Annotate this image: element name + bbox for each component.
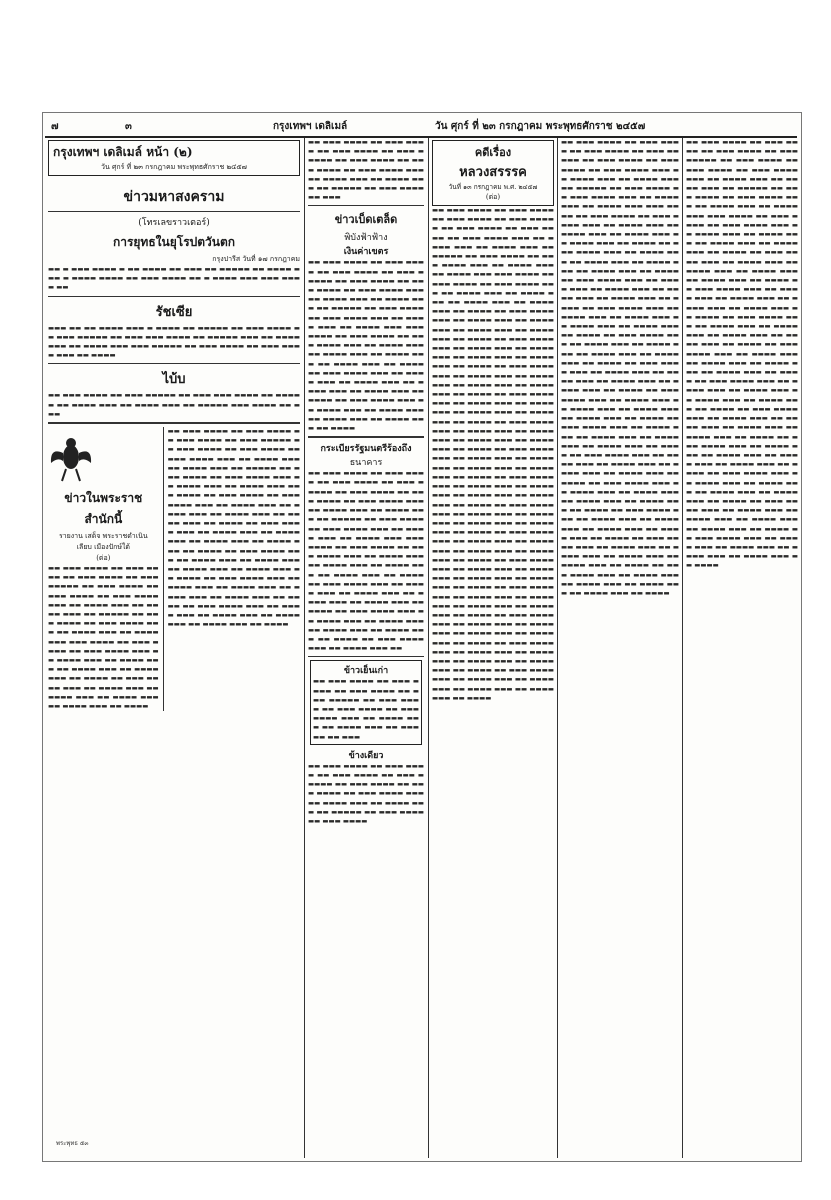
section-header-title: กรุงเทพฯ เดลิเมล์ หน้า (๒) (53, 145, 193, 159)
section-header-date: วัน ศุกร์ ที่ ๒๓ กรกฎาคม พระพุทธศักราช ๒๔๕๗ (101, 163, 247, 171)
misc-news-title: ข่าวเบ็ดเตล็ด (334, 213, 398, 227)
column-5 (686, 138, 798, 1158)
column-divider-1 (304, 138, 305, 1158)
col2-top-text: ▬▬ ▬▬▬ ▬▬▬▬ ▬▬ ▬▬▬ ▬▬▬▬ ▬▬ ▬▬▬ ▬▬▬▬ ▬▬ ▬▬▬ ▬▬▬▬▬ ▬▬ ▬▬▬ ▬▬▬▬ ▬▬ ▬▬▬ ▬▬▬▬ ▬▬ ▬▬▬ ▬▬▬▬ ▬▬▬ ▬▬ ▬▬▬▬ ▬▬▬ ▬▬ ▬▬▬▬ ▬▬▬ ▬▬ ▬▬▬▬▬ ▬▬ ▬▬▬ ▬▬▬▬ ▬▬ ▬▬▬ (308, 138, 424, 202)
page-number-left: ๗ (51, 120, 59, 132)
royal-title-2: สำนักนี้ (84, 512, 123, 527)
column-divider-4 (682, 138, 683, 1158)
italy-text: ▬▬ ▬▬▬ ▬▬▬▬ ▬▬ ▬▬▬ ▬▬▬▬▬ ▬▬ ▬▬▬ ▬▬▬ ▬▬▬▬ ▬▬ ▬▬▬▬▬ ▬▬ ▬▬▬▬ ▬▬▬ ▬▬ ▬▬▬▬ ▬▬▬ ▬▬ ▬▬▬▬▬ ▬▬▬ ▬▬▬▬ ▬▬ ▬▬▬ (48, 391, 300, 418)
story-title: คดีเรื่อง (474, 146, 512, 159)
money-title: เงินค่าเขตร (343, 247, 389, 258)
column-1 (48, 138, 300, 1158)
russia-title: รัชเซีย (155, 304, 193, 320)
story-date: วันที่ ๑๓ กรกฎาคม พ.ศ. ๒๔๕๗ (448, 183, 538, 191)
col4-text: ▬▬ ▬▬▬ ▬▬▬▬ ▬▬ ▬▬▬ ▬▬▬▬ ▬▬ ▬▬▬ ▬▬▬▬ ▬▬ ▬▬▬ ▬▬▬▬▬ ▬▬ ▬▬▬ ▬▬▬▬ ▬▬ ▬▬▬ ▬▬▬▬ ▬▬ ▬▬▬ ▬▬▬▬ ▬▬▬ ▬▬ ▬▬▬▬ ▬▬▬ ▬▬ ▬▬▬▬ ▬▬▬ ▬▬ ▬▬▬▬▬ ▬▬ ▬▬▬ ▬▬▬▬ ▬▬ ▬▬▬ ▬▬▬▬ ▬▬▬ ▬▬ ▬▬▬▬ ▬▬▬ ▬▬ ▬▬▬▬ ▬▬▬ ▬▬▬ ▬▬▬▬ ▬▬ ▬▬▬ ▬▬▬▬ ▬▬ ▬▬▬ ▬▬▬▬ ▬▬▬ ▬▬ ▬▬▬▬ ▬▬▬ ▬▬ ▬▬▬▬ ▬▬▬ ▬▬ ▬▬▬▬ ▬▬▬ ▬▬ ▬▬▬▬ ▬▬▬ ▬▬ ▬▬▬▬ ▬▬ ▬▬▬ ▬▬▬▬ ▬▬▬ ▬▬ ▬▬▬▬ ▬▬▬ ▬▬ ▬▬▬▬ ▬▬▬ ▬▬ ▬▬▬▬ ▬▬▬ ▬▬ ▬▬▬▬ ▬▬▬ ▬▬ ▬▬▬▬ ▬▬ ▬▬▬ ▬▬▬▬ ▬▬▬ ▬▬ ▬▬▬▬ ▬▬▬ ▬▬ ▬▬▬▬ ▬▬▬ ▬▬ ▬▬▬▬ ▬▬▬ ▬▬ ▬▬▬▬ ▬▬▬ ▬▬ ▬▬▬▬ ▬▬ ▬▬▬ ▬▬▬▬ ▬▬▬ ▬▬ ▬▬▬▬ ▬▬▬ ▬▬ ▬▬▬▬ ▬▬▬ ▬▬ ▬▬▬▬ ▬▬▬ ▬▬ ▬▬▬▬ ▬▬▬ ▬▬ ▬▬▬▬ ▬▬ ▬▬▬ ▬▬▬▬ ▬▬▬ ▬▬ ▬▬▬▬ ▬▬▬ ▬▬ ▬▬▬▬ ▬▬▬ ▬▬ ▬▬▬▬ ▬▬▬ ▬▬ ▬▬▬▬ ▬▬▬ ▬▬ ▬▬▬▬ ▬▬ ▬▬▬ ▬▬▬▬ ▬▬▬ ▬▬ ▬▬▬▬ ▬▬▬ ▬▬ ▬▬▬▬ ▬▬▬ ▬▬ ▬▬▬▬ ▬▬▬ ▬▬ ▬▬▬▬ ▬▬▬ ▬▬ ▬▬▬▬ ▬▬ ▬▬▬ ▬▬▬▬ ▬▬▬ ▬▬ ▬▬▬▬ ▬▬▬ ▬▬ ▬▬▬▬ ▬▬▬ ▬▬ ▬▬▬▬ ▬▬▬ ▬▬ ▬▬▬▬ ▬▬▬ ▬▬ ▬▬▬▬ ▬▬ ▬▬▬ ▬▬▬▬ ▬▬▬ ▬▬ ▬▬▬▬ ▬▬▬ ▬▬ ▬▬▬▬ ▬▬▬ ▬▬ ▬▬▬▬ ▬▬▬ ▬▬ ▬▬▬▬ ▬▬▬ ▬▬ ▬▬▬▬ ▬▬ ▬▬▬ ▬▬▬▬ ▬▬▬ ▬▬ ▬▬▬▬ ▬▬▬ ▬▬ ▬▬▬▬ ▬▬▬ ▬▬ ▬▬▬▬ ▬▬▬ ▬▬ ▬▬▬▬ ▬▬▬ ▬▬ ▬▬▬▬ ▬▬ ▬▬▬ ▬▬▬▬ ▬▬▬ ▬▬ ▬▬▬▬ ▬▬▬ ▬▬ ▬▬▬▬ ▬▬▬ ▬▬ ▬▬▬▬ ▬▬▬ ▬▬ ▬▬▬▬ ▬▬▬ ▬▬ ▬▬▬▬ ▬▬ ▬▬▬ ▬▬▬▬ ▬▬▬ ▬▬ ▬▬▬▬ ▬▬▬ ▬▬ ▬▬▬▬ ▬▬▬ ▬▬ ▬▬▬▬ ▬▬▬ ▬▬ ▬▬▬▬ ▬▬▬ ▬▬ ▬▬▬▬ ▬▬ ▬▬▬ ▬▬▬▬ ▬▬▬ ▬▬ ▬▬▬▬ ▬▬▬ ▬▬ ▬▬▬▬ ▬▬▬ ▬▬ ▬▬▬▬ ▬▬▬ ▬▬ ▬▬▬▬ ▬▬▬ ▬▬ ▬▬▬▬ ▬▬ ▬▬▬ ▬▬▬▬ ▬▬▬ ▬▬ ▬▬▬▬ ▬▬▬ ▬▬ ▬▬▬▬ ▬▬▬ ▬▬ ▬▬▬▬ ▬▬▬ ▬▬ ▬▬▬▬ ▬▬▬ ▬▬ ▬▬▬▬ (561, 138, 679, 597)
page-header (45, 118, 797, 134)
bank-subtitle: ธนาคาร (349, 458, 383, 469)
newspaper-name: กรุงเทพฯ เดลิเมล์ (273, 120, 348, 132)
royal-title: ข่าวในพระราช (64, 491, 143, 506)
col2-text-1: ▬▬ ▬▬▬ ▬▬▬▬ ▬▬ ▬▬▬ ▬▬▬▬ ▬▬ ▬▬▬ ▬▬▬▬ ▬▬ ▬▬▬ ▬▬▬▬▬ ▬▬ ▬▬▬ ▬▬▬▬ ▬▬ ▬▬▬ ▬▬▬▬ ▬▬ ▬▬▬ ▬▬▬▬ ▬▬▬ ▬▬ ▬▬▬▬ ▬▬▬ ▬▬ ▬▬▬▬ ▬▬▬ ▬▬ ▬▬▬▬▬ ▬▬ ▬▬▬ ▬▬▬▬ ▬▬ ▬▬▬ ▬▬▬▬ ▬▬▬ ▬▬ ▬▬▬▬ ▬▬▬ ▬▬ ▬▬▬▬ ▬▬▬ ▬▬▬ ▬▬▬▬ ▬▬ ▬▬▬ ▬▬▬▬ ▬▬ ▬▬▬ ▬▬▬▬ ▬▬▬ ▬▬ ▬▬▬▬ ▬▬▬ ▬▬ ▬▬▬▬ ▬▬▬ ▬▬ ▬▬▬▬ ▬▬▬ ▬▬ ▬▬▬▬ ▬▬▬ ▬▬ ▬▬▬▬ ▬▬ ▬▬▬ ▬▬▬▬ ▬▬▬ ▬▬ ▬▬▬▬ ▬▬▬ ▬▬ ▬▬▬▬ ▬▬▬ ▬▬ ▬▬▬▬ ▬▬▬ ▬▬ ▬▬▬▬ ▬▬▬ ▬▬ ▬▬▬▬ ▬▬ ▬▬▬ ▬▬▬▬ ▬▬▬ ▬▬ ▬▬▬▬ ▬▬▬ ▬▬ ▬▬▬▬ ▬▬▬ ▬▬ ▬▬▬▬ ▬▬▬ ▬▬ ▬▬▬▬ ▬▬▬ ▬▬ ▬▬▬▬ (308, 258, 424, 433)
bank-title: กระเบียรรัฐมนตรีร้องถึง (320, 444, 412, 455)
col2-box (310, 660, 422, 744)
col2-text-2: ▬▬ ▬▬▬ ▬▬▬▬ ▬▬ ▬▬▬ ▬▬▬▬ ▬▬ ▬▬▬ ▬▬▬▬ ▬▬ ▬▬▬ ▬▬▬▬▬ ▬▬ ▬▬▬ ▬▬▬▬ ▬▬ ▬▬▬ ▬▬▬▬ ▬▬ ▬▬▬ ▬▬▬▬ ▬▬▬ ▬▬ ▬▬▬▬ ▬▬▬ ▬▬ ▬▬▬▬ ▬▬▬ ▬▬ ▬▬▬▬▬ ▬▬ ▬▬▬ ▬▬▬▬ ▬▬ ▬▬▬ ▬▬▬▬ ▬▬▬ ▬▬ ▬▬▬▬ ▬▬▬ ▬▬ ▬▬▬▬ ▬▬▬ ▬▬▬ ▬▬▬▬ ▬▬ ▬▬▬ ▬▬▬▬ ▬▬ ▬▬▬ ▬▬▬▬ ▬▬▬ ▬▬ ▬▬▬▬ ▬▬▬ ▬▬ ▬▬▬▬ ▬▬▬ ▬▬ ▬▬▬▬ ▬▬▬ ▬▬ ▬▬▬▬ ▬▬▬ ▬▬ ▬▬▬▬ ▬▬ ▬▬▬ ▬▬▬▬ ▬▬▬ ▬▬ ▬▬▬▬ ▬▬▬ ▬▬ ▬▬▬▬ ▬▬▬ ▬▬ ▬▬▬▬ ▬▬▬ ▬▬ ▬▬▬▬ ▬▬▬ ▬▬ ▬▬▬▬ ▬▬ ▬▬▬ ▬▬▬▬ ▬▬▬ ▬▬ ▬▬▬▬ ▬▬▬ ▬▬ ▬▬▬▬ ▬▬▬ ▬▬ ▬▬▬▬ ▬▬▬ ▬▬ ▬▬▬▬ ▬▬▬ ▬▬ ▬▬▬▬ ▬▬ ▬▬▬ ▬▬▬▬ ▬▬▬ ▬▬ ▬▬▬▬ ▬▬▬ ▬▬ (308, 469, 424, 653)
war-text: ▬▬ ▬ ▬▬▬ ▬▬▬▬ ▬ ▬▬ ▬▬▬▬ ▬▬ ▬▬▬ ▬▬ ▬▬▬▬▬ ▬▬ ▬▬▬▬ ▬▬▬ ▬ ▬▬▬▬ ▬▬▬▬ ▬▬ ▬▬▬ ▬▬▬▬ ▬▬ ▬ ▬▬▬▬ ▬▬▬ ▬▬▬ ▬▬▬▬ ▬▬ (48, 265, 300, 292)
section-header-box (48, 140, 300, 176)
war-headline: การยุทธในยุโรปตวันตก (112, 235, 236, 249)
date-line: วัน ศุกร์ ที่ ๒๓ กรกฎาคม พระพุทธศักราช ๒๔๕๗ (435, 120, 646, 132)
italy-title: ไบ้บ (162, 372, 186, 388)
col3-text: ▬▬ ▬▬▬ ▬▬▬▬ ▬▬ ▬▬▬ ▬▬▬▬ ▬▬ ▬▬▬ ▬▬▬▬ ▬▬ ▬▬▬ ▬▬▬▬▬ ▬▬ ▬▬▬ ▬▬▬▬ ▬▬ ▬▬▬ ▬▬▬▬ ▬▬ ▬▬▬ ▬▬▬▬ ▬▬▬ ▬▬ ▬▬▬▬ ▬▬▬ ▬▬ ▬▬▬▬ ▬▬▬ ▬▬ ▬▬▬▬▬ ▬▬ ▬▬▬ ▬▬▬▬ ▬▬ ▬▬▬ ▬▬▬▬ ▬▬▬ ▬▬ ▬▬▬▬ ▬▬▬ ▬▬ ▬▬▬▬ ▬▬▬ ▬▬▬ ▬▬▬▬ ▬▬ ▬▬▬ ▬▬▬▬ ▬▬ ▬▬▬ ▬▬▬▬ ▬▬▬ ▬▬ ▬▬▬▬ ▬▬▬ ▬▬ ▬▬▬▬ ▬▬▬ ▬▬ ▬▬▬▬ ▬▬▬ ▬▬ ▬▬▬▬ ▬▬▬ ▬▬ ▬▬▬▬ ▬▬ ▬▬▬ ▬▬▬▬ ▬▬▬ ▬▬ ▬▬▬▬ ▬▬▬ ▬▬ ▬▬▬▬ ▬▬▬ ▬▬ ▬▬▬▬ ▬▬▬ ▬▬ ▬▬▬▬ ▬▬▬ ▬▬ ▬▬▬▬ ▬▬ ▬▬▬ ▬▬▬▬ ▬▬▬ ▬▬ ▬▬▬▬ ▬▬▬ ▬▬ ▬▬▬▬ ▬▬▬ ▬▬ ▬▬▬▬ ▬▬▬ ▬▬ ▬▬▬▬ ▬▬▬ ▬▬ ▬▬▬▬ ▬▬ ▬▬▬ ▬▬▬▬ ▬▬▬ ▬▬ ▬▬▬▬ ▬▬▬ ▬▬ ▬▬▬▬ ▬▬▬ ▬▬ ▬▬▬▬ ▬▬▬ ▬▬ ▬▬▬▬ ▬▬▬ ▬▬ ▬▬▬▬ ▬▬ ▬▬▬ ▬▬▬▬ ▬▬▬ ▬▬ ▬▬▬▬ ▬▬▬ ▬▬ ▬▬▬▬ ▬▬▬ ▬▬ ▬▬▬▬ ▬▬▬ ▬▬ ▬▬▬▬ ▬▬▬ ▬▬ ▬▬▬▬ ▬▬ ▬▬▬ ▬▬▬▬ ▬▬▬ ▬▬ ▬▬▬▬ ▬▬▬ ▬▬ ▬▬▬▬ ▬▬▬ ▬▬ ▬▬▬▬ ▬▬▬ ▬▬ ▬▬▬▬ ▬▬▬ ▬▬ ▬▬▬▬ ▬▬ ▬▬▬ ▬▬▬▬ ▬▬▬ ▬▬ ▬▬▬▬ ▬▬▬ ▬▬ ▬▬▬▬ ▬▬▬ ▬▬ ▬▬▬▬ ▬▬▬ ▬▬ ▬▬▬▬ ▬▬▬ ▬▬ ▬▬▬▬ ▬▬ ▬▬▬ ▬▬▬▬ ▬▬▬ ▬▬ ▬▬▬▬ ▬▬▬ ▬▬ ▬▬▬▬ ▬▬▬ ▬▬ ▬▬▬▬ ▬▬▬ ▬▬ ▬▬▬▬ ▬▬▬ ▬▬ ▬▬▬▬ ▬▬ ▬▬▬ ▬▬▬▬ ▬▬▬ ▬▬ ▬▬▬▬ ▬▬▬ ▬▬ ▬▬▬▬ ▬▬▬ ▬▬ ▬▬▬▬ ▬▬▬ ▬▬ ▬▬▬▬ ▬▬▬ ▬▬ ▬▬▬▬ ▬▬ ▬▬▬ ▬▬▬▬ ▬▬▬ ▬▬ ▬▬▬▬ ▬▬▬ ▬▬ ▬▬▬▬ ▬▬▬ ▬▬ ▬▬▬▬ ▬▬▬ ▬▬ ▬▬▬▬ ▬▬▬ ▬▬ ▬▬▬▬ ▬▬ ▬▬▬ ▬▬▬▬ ▬▬▬ ▬▬ ▬▬▬▬ ▬▬▬ ▬▬ ▬▬▬▬ ▬▬▬ ▬▬ ▬▬▬▬ ▬▬▬ ▬▬ ▬▬▬▬ ▬▬▬ ▬▬ ▬▬▬▬ ▬▬ ▬▬▬ ▬▬▬▬ ▬▬▬ ▬▬ ▬▬▬▬ ▬▬▬ ▬▬ ▬▬▬▬ ▬▬▬ ▬▬ ▬▬▬▬ ▬▬▬ ▬▬ ▬▬▬▬ ▬▬▬ ▬▬ ▬▬▬▬ ▬▬ ▬▬▬ ▬▬▬▬ ▬▬▬ ▬▬ ▬▬▬▬ ▬▬▬ ▬▬ ▬▬▬▬ ▬▬▬ ▬▬ ▬▬▬▬ ▬▬▬ ▬▬ ▬▬▬▬ ▬▬▬ ▬▬ ▬▬▬▬ ▬▬ ▬▬▬ ▬▬▬▬ ▬▬▬ ▬▬ ▬▬▬▬ ▬▬▬ ▬▬ ▬▬▬▬ ▬▬▬ ▬▬ ▬▬▬▬ ▬▬▬ ▬▬ ▬▬▬▬ ▬▬▬ ▬▬ ▬▬▬▬ ▬▬ ▬▬▬ ▬▬▬▬ ▬▬▬ ▬▬ ▬▬▬▬ ▬▬▬ ▬▬ ▬▬▬▬ ▬▬▬ ▬▬ ▬▬▬▬ ▬▬▬ ▬▬ ▬▬▬▬ ▬▬▬ ▬▬ ▬▬▬▬ (432, 206, 554, 702)
royal-subtitle: รายงาน เสด็จ พระราชดำเนิน (58, 532, 148, 541)
end-title: ข้างเดียว (348, 750, 384, 761)
col2-text-3: ▬▬ ▬▬▬ ▬▬▬▬ ▬▬ ▬▬▬ ▬▬▬▬ ▬▬ ▬▬▬ ▬▬▬▬ ▬▬ ▬▬▬ ▬▬▬▬▬ ▬▬ ▬▬▬ ▬▬▬▬ ▬▬ ▬▬▬ ▬▬▬▬ ▬▬ ▬▬▬ ▬▬▬▬ ▬▬▬ ▬▬ ▬▬▬▬ ▬▬▬ ▬▬ ▬▬▬▬ ▬▬▬ ▬▬ ▬▬▬▬▬ ▬▬ ▬▬▬ ▬▬▬▬ ▬▬ ▬▬▬ ▬▬▬▬ (308, 761, 424, 825)
footer-text: พระพุทธ ๕๓ (56, 1140, 89, 1147)
story-title-2: หลวงสรรรค (459, 165, 527, 180)
column-divider-3 (557, 138, 558, 1158)
col1-right-text: ▬▬ ▬▬▬ ▬▬▬▬ ▬▬ ▬▬▬ ▬▬▬▬ ▬▬ ▬▬▬ ▬▬▬▬ ▬▬ ▬▬▬ ▬▬▬▬▬ ▬▬ ▬▬▬ ▬▬▬▬ ▬▬ ▬▬▬ ▬▬▬▬ ▬▬ ▬▬▬ ▬▬▬▬ ▬▬▬ ▬▬ ▬▬▬▬ ▬▬▬ ▬▬ ▬▬▬▬ ▬▬▬ ▬▬ ▬▬▬▬▬ ▬▬ ▬▬▬ ▬▬▬▬ ▬▬ ▬▬▬ ▬▬▬▬ ▬▬▬ ▬▬ ▬▬▬▬ ▬▬▬ ▬▬ ▬▬▬▬ ▬▬▬ ▬▬▬ ▬▬▬▬ ▬▬ ▬▬▬ ▬▬▬▬ ▬▬ ▬▬▬ ▬▬▬▬ ▬▬▬ ▬▬ ▬▬▬▬ ▬▬▬ ▬▬ ▬▬▬▬ ▬▬▬ ▬▬ ▬▬▬▬ ▬▬▬ ▬▬ ▬▬▬▬ ▬▬▬ ▬▬ ▬▬▬▬ ▬▬ ▬▬▬ ▬▬▬▬ ▬▬▬ ▬▬ ▬▬▬▬ ▬▬▬ ▬▬ ▬▬▬▬ ▬▬▬ ▬▬ ▬▬▬▬ ▬▬▬ ▬▬ ▬▬▬▬ ▬▬▬ ▬▬ ▬▬▬▬ ▬▬ ▬▬▬ ▬▬▬▬ ▬▬▬ ▬▬ ▬▬▬▬ ▬▬▬ ▬▬ ▬▬▬▬ ▬▬▬ ▬▬ ▬▬▬▬ ▬▬▬ ▬▬ ▬▬▬▬ ▬▬▬ ▬▬ ▬▬▬▬ ▬▬ ▬▬▬ ▬▬▬▬ ▬▬▬ ▬▬ ▬▬▬▬ ▬▬▬ ▬▬ ▬▬▬▬ ▬▬▬ ▬▬ ▬▬▬▬ ▬▬▬ ▬▬ ▬▬▬▬ ▬▬▬ ▬▬ ▬▬▬▬ ▬▬ ▬▬▬ ▬▬▬▬ ▬▬▬ ▬▬ ▬▬▬▬ ▬▬▬ ▬▬ ▬▬▬▬ ▬▬▬ ▬▬ ▬▬▬▬ ▬▬▬ ▬▬ ▬▬▬▬ ▬▬▬ ▬▬ ▬▬▬▬ (167, 427, 300, 629)
war-news-subtitle: (โทรเลขราวเตอร์) (138, 218, 210, 228)
garuda-emblem (48, 433, 94, 483)
column-3 (432, 138, 554, 1158)
royal-continued: (ต่อ) (96, 554, 111, 563)
story-continued: (ต่อ) (485, 193, 501, 201)
story-header-box (432, 140, 554, 206)
royal-text: ▬▬ ▬▬▬ ▬▬▬▬ ▬▬ ▬▬▬ ▬▬▬▬ ▬▬ ▬▬▬ ▬▬▬▬ ▬▬ ▬▬▬ ▬▬▬▬▬ ▬▬ ▬▬▬ ▬▬▬▬ ▬▬ ▬▬▬ ▬▬▬▬ ▬▬ ▬▬▬ ▬▬▬▬ ▬▬▬ ▬▬ ▬▬▬▬ ▬▬▬ ▬▬ ▬▬▬▬ ▬▬▬ ▬▬ ▬▬▬▬▬ ▬▬ ▬▬▬ ▬▬▬▬ ▬▬ ▬▬▬ ▬▬▬▬ ▬▬▬ ▬▬ ▬▬▬▬ ▬▬▬ ▬▬ ▬▬▬▬ ▬▬▬ ▬▬▬ ▬▬▬▬ ▬▬ ▬▬▬ ▬▬▬▬ ▬▬ ▬▬▬ ▬▬▬▬ ▬▬▬ ▬▬ ▬▬▬▬ ▬▬▬ ▬▬ ▬▬▬▬ ▬▬▬ ▬▬ ▬▬▬▬ ▬▬▬ ▬▬ ▬▬▬▬ ▬▬▬ ▬▬ ▬▬▬▬ ▬▬ ▬▬▬ ▬▬▬▬ ▬▬▬ ▬▬ ▬▬▬▬ ▬▬▬ ▬▬ ▬▬▬▬ ▬▬▬ ▬▬ ▬▬▬▬ ▬▬▬ ▬▬ ▬▬▬▬ ▬▬▬ ▬▬ ▬▬▬▬ (48, 564, 159, 711)
column-2 (308, 138, 424, 1158)
royal-subtitle-2: เลียบ เมืองปักษ์ใต้ (76, 543, 130, 552)
page-number: ๓ (125, 120, 132, 132)
column-4 (561, 138, 679, 1158)
box-text: ▬▬ ▬▬▬ ▬▬▬▬ ▬▬ ▬▬▬ ▬▬▬▬ ▬▬ ▬▬▬ ▬▬▬▬ ▬▬ ▬▬▬ ▬▬▬▬▬ ▬▬ ▬▬▬ ▬▬▬▬ ▬▬ ▬▬▬ ▬▬▬▬ ▬▬ ▬▬▬ ▬▬▬▬ ▬▬▬ ▬▬ ▬▬▬▬ ▬▬▬ ▬▬ ▬▬▬▬ ▬▬▬ ▬▬ ▬▬▬▬▬ ▬▬ ▬▬▬ (313, 677, 419, 741)
misc-news-subtitle: พิบังฟ้าฟ้าง (344, 233, 388, 244)
war-place: กรุงปารีส วันที่ ๑๗ กรกฎาคม (212, 255, 300, 263)
col5-text: ▬▬ ▬▬▬ ▬▬▬▬ ▬▬ ▬▬▬ ▬▬▬▬ ▬▬ ▬▬▬ ▬▬▬▬ ▬▬ ▬▬▬ ▬▬▬▬▬ ▬▬ ▬▬▬ ▬▬▬▬ ▬▬ ▬▬▬ ▬▬▬▬ ▬▬ ▬▬▬ ▬▬▬▬ ▬▬▬ ▬▬ ▬▬▬▬ ▬▬▬ ▬▬ ▬▬▬▬ ▬▬▬ ▬▬ ▬▬▬▬▬ ▬▬ ▬▬▬ ▬▬▬▬ ▬▬ ▬▬▬ ▬▬▬▬ ▬▬▬ ▬▬ ▬▬▬▬ ▬▬▬ ▬▬ ▬▬▬▬ ▬▬▬ ▬▬▬ ▬▬▬▬ ▬▬ ▬▬▬ ▬▬▬▬ ▬▬ ▬▬▬ ▬▬▬▬ ▬▬▬ ▬▬ ▬▬▬▬ ▬▬▬ ▬▬ ▬▬▬▬ ▬▬▬ ▬▬ ▬▬▬▬ ▬▬▬ ▬▬ ▬▬▬▬ ▬▬▬ ▬▬ ▬▬▬▬ ▬▬ ▬▬▬ ▬▬▬▬ ▬▬▬ ▬▬ ▬▬▬▬ ▬▬▬ ▬▬ ▬▬▬▬ ▬▬▬ ▬▬ ▬▬▬▬ ▬▬▬ ▬▬ ▬▬▬▬ ▬▬▬ ▬▬ ▬▬▬▬ ▬▬ ▬▬▬ ▬▬▬▬ ▬▬▬ ▬▬ ▬▬▬▬ ▬▬▬ ▬▬ ▬▬▬▬ ▬▬▬ ▬▬ ▬▬▬▬ ▬▬▬ ▬▬ ▬▬▬▬ ▬▬▬ ▬▬ ▬▬▬▬ ▬▬ ▬▬▬ ▬▬▬▬ ▬▬▬ ▬▬ ▬▬▬▬ ▬▬▬ ▬▬ ▬▬▬▬ ▬▬▬ ▬▬ ▬▬▬▬ ▬▬▬ ▬▬ ▬▬▬▬ ▬▬▬ ▬▬ ▬▬▬▬ ▬▬ ▬▬▬ ▬▬▬▬ ▬▬▬ ▬▬ ▬▬▬▬ ▬▬▬ ▬▬ ▬▬▬▬ ▬▬▬ ▬▬ ▬▬▬▬ ▬▬▬ ▬▬ ▬▬▬▬ ▬▬▬ ▬▬ ▬▬▬▬ ▬▬ ▬▬▬ ▬▬▬▬ ▬▬▬ ▬▬ ▬▬▬▬ ▬▬▬ ▬▬ ▬▬▬▬ ▬▬▬ ▬▬ ▬▬▬▬ ▬▬▬ ▬▬ ▬▬▬▬ ▬▬▬ ▬▬ ▬▬▬▬ ▬▬ ▬▬▬ ▬▬▬▬ ▬▬▬ ▬▬ ▬▬▬▬ ▬▬▬ ▬▬ ▬▬▬▬ ▬▬▬ ▬▬ ▬▬▬▬ ▬▬▬ ▬▬ ▬▬▬▬ ▬▬▬ ▬▬ ▬▬▬▬ ▬▬ ▬▬▬ ▬▬▬▬ ▬▬▬ ▬▬ ▬▬▬▬ ▬▬▬ ▬▬ ▬▬▬▬ ▬▬▬ ▬▬ ▬▬▬▬ ▬▬▬ ▬▬ ▬▬▬▬ ▬▬▬ ▬▬ ▬▬▬▬ ▬▬ ▬▬▬ ▬▬▬▬ ▬▬▬ ▬▬ ▬▬▬▬ ▬▬▬ ▬▬ ▬▬▬▬ ▬▬▬ ▬▬ ▬▬▬▬ ▬▬▬ ▬▬ ▬▬▬▬ ▬▬▬ ▬▬ ▬▬▬▬ ▬▬ ▬▬▬ ▬▬▬▬ ▬▬▬ ▬▬ ▬▬▬▬ ▬▬▬ ▬▬ ▬▬▬▬ ▬▬▬ ▬▬ ▬▬▬▬ ▬▬▬ ▬▬ ▬▬▬▬ ▬▬▬ ▬▬ ▬▬▬▬ ▬▬ ▬▬▬ ▬▬▬▬ ▬▬▬ ▬▬ ▬▬▬▬ ▬▬▬ ▬▬ ▬▬▬▬ ▬▬▬ ▬▬ ▬▬▬▬ ▬▬▬ ▬▬ ▬▬▬▬ ▬▬▬ ▬▬ ▬▬▬▬ (686, 138, 798, 570)
column-divider-2 (428, 138, 429, 1158)
war-news-title: ข่าวมหาสงคราม (123, 189, 225, 205)
box-title: ข้าวเย็นเก่า (343, 666, 389, 677)
russia-text: ▬▬▬ ▬▬ ▬▬ ▬▬▬▬ ▬▬▬ ▬ ▬▬▬▬ ▬▬ ▬▬▬▬▬ ▬▬ ▬▬▬ ▬▬▬▬ ▬▬ ▬▬▬ ▬▬▬▬▬ ▬▬ ▬▬▬ ▬▬▬ ▬▬▬▬ ▬▬ ▬▬▬▬▬ ▬▬▬ ▬▬ ▬▬▬▬ ▬▬▬ ▬▬ ▬▬▬▬ ▬▬▬ ▬▬▬ ▬▬▬▬▬ ▬▬ ▬▬▬ ▬▬▬▬ ▬▬ ▬▬▬ ▬▬▬▬ ▬▬▬ ▬▬ ▬▬▬▬ (48, 323, 300, 360)
